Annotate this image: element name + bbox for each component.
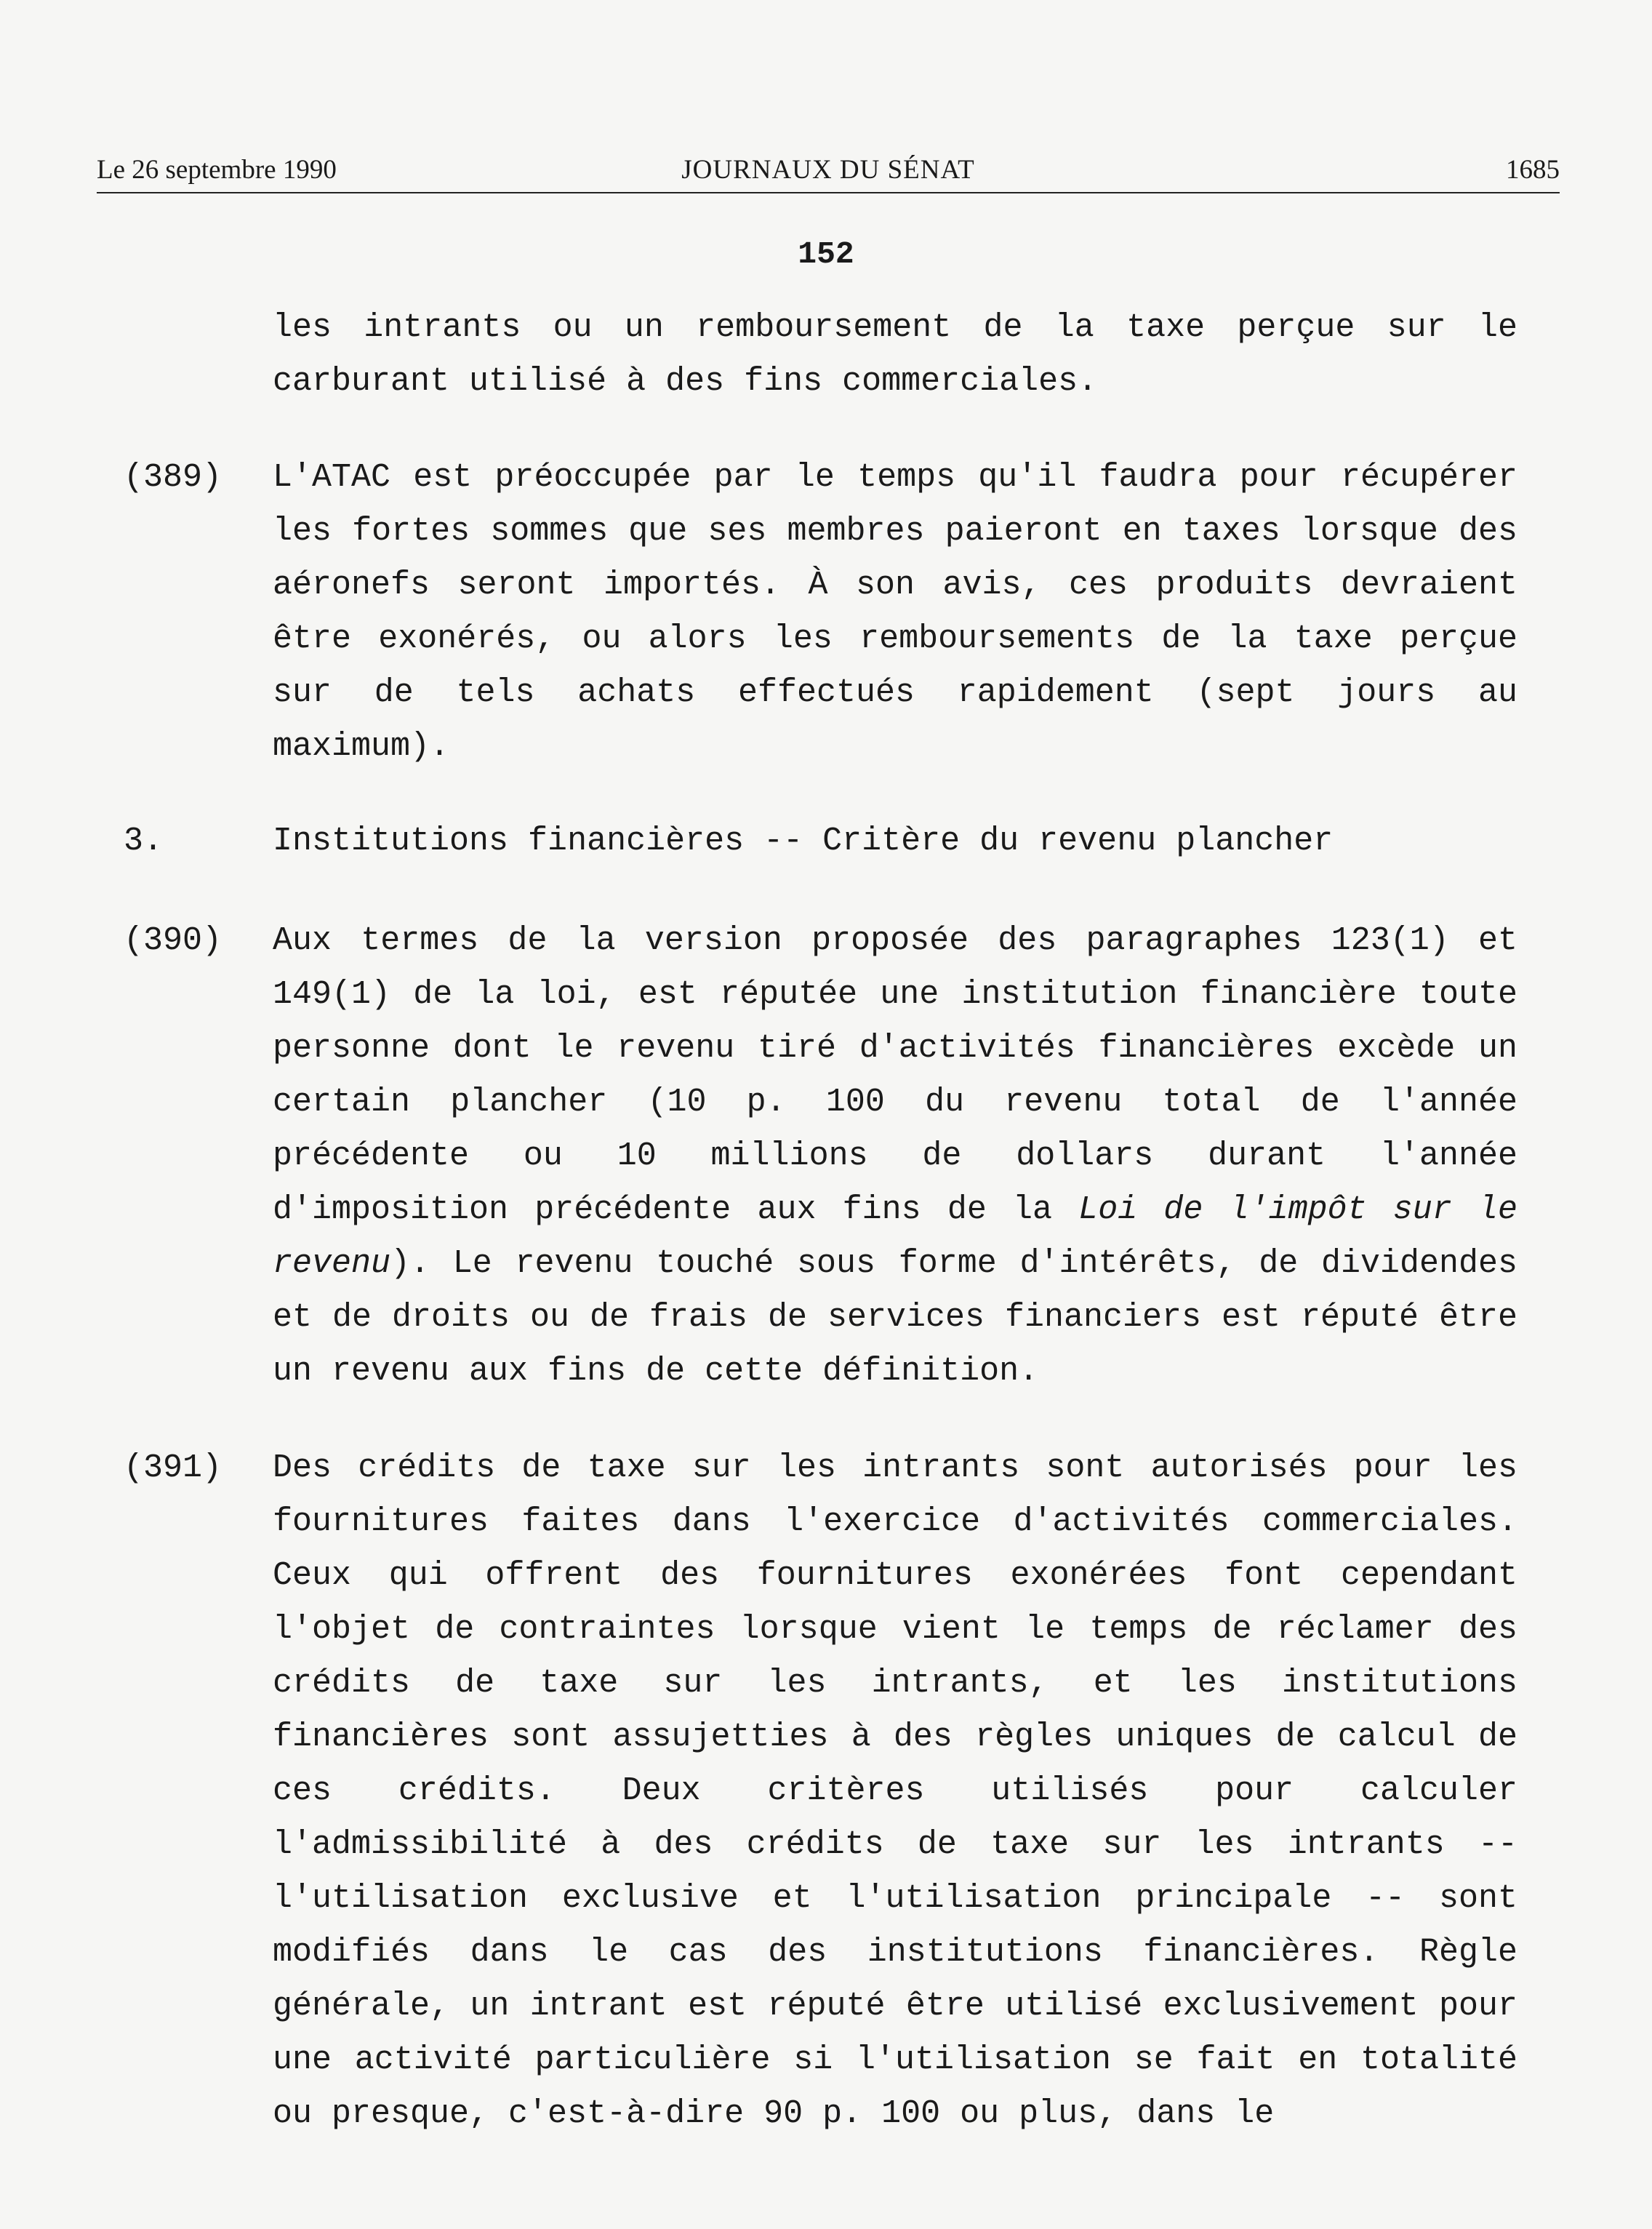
statute-title-italic: Loi de l'impôt sur le revenu	[273, 1191, 1518, 1282]
section-title: Institutions financières -- Critère du revenu plancher	[273, 823, 1334, 860]
paragraph-number: (390)	[124, 922, 222, 959]
header-journal-title: JOURNAUX DU SÉNAT	[681, 155, 975, 185]
paragraph-number: (391)	[124, 1449, 222, 1486]
paragraph-number: (389)	[124, 459, 222, 496]
header-page-number: 1685	[1506, 155, 1560, 185]
paragraph-text: L'ATAC est préoccupée par le temps qu'il faudra pour récupérer les fortes sommes que ses membres paieront en taxes lorsque des aéronefs seront importés. À son avis, ces produits devraient être exonérés, ou alors les remboursements de la taxe perçue sur de tels achats effectués rapidement (sept jours au maximum).	[273, 459, 1517, 765]
header-date: Le 26 septembre 1990	[97, 155, 337, 185]
paragraph-391	[124, 1441, 1520, 2141]
section-number: 3.	[124, 823, 164, 860]
section-heading-3	[124, 815, 1520, 868]
running-header	[97, 154, 1560, 193]
paragraph-text	[273, 914, 1517, 1398]
paragraph-390	[124, 914, 1520, 1398]
paragraph-text: Des crédits de taxe sur les intrants sont autorisés pour les fournitures faites dans l'exercice d'activités commerciales. Ceux qui offrent des fournitures exonérées font cependant l'objet de contraintes lorsque vient le temps de réclamer des crédits de taxe sur les intrants, et les institutions financières sont assujetties à des règles uniques de calcul de ces crédits. Deux critères utilisés pour calculer l'admissibilité à des crédits de taxe sur les intrants -- l'utilisation exclusive et l'utilisation principale -- sont modifiés dans le cas des institutions financières. Règle générale, un intrant est réputé être utilisé exclusivement pour une activité particulière si l'utilisation se fait en totalité ou presque, c'est-à-dire 90 p. 100 ou plus, dans le	[273, 1449, 1517, 2132]
document-page-number: 152	[798, 236, 854, 272]
paragraph-text: les intrants ou un remboursement de la taxe perçue sur le carburant utilisé à des fins commerciales.	[273, 309, 1517, 400]
paragraph-389	[124, 451, 1520, 774]
paragraph-continuation	[124, 301, 1520, 409]
paragraph-text-part: Aux termes de la version proposée des paragraphes 123(1) et 149(1) de la loi, est réputée une institution financière toute personne dont le revenu tiré d'activités financières excède un certain plancher (10 p. 100 du revenu total de l'année précédente ou 10 millions de dollars durant l'année d'imposition précédente aux fins de la	[273, 922, 1517, 1228]
paragraph-text-part: ). Le revenu touché sous forme d'intérêts, de dividendes et de droits ou de frais de services financiers est réputé être un revenu aux fins de cette définition.	[273, 1245, 1517, 1390]
